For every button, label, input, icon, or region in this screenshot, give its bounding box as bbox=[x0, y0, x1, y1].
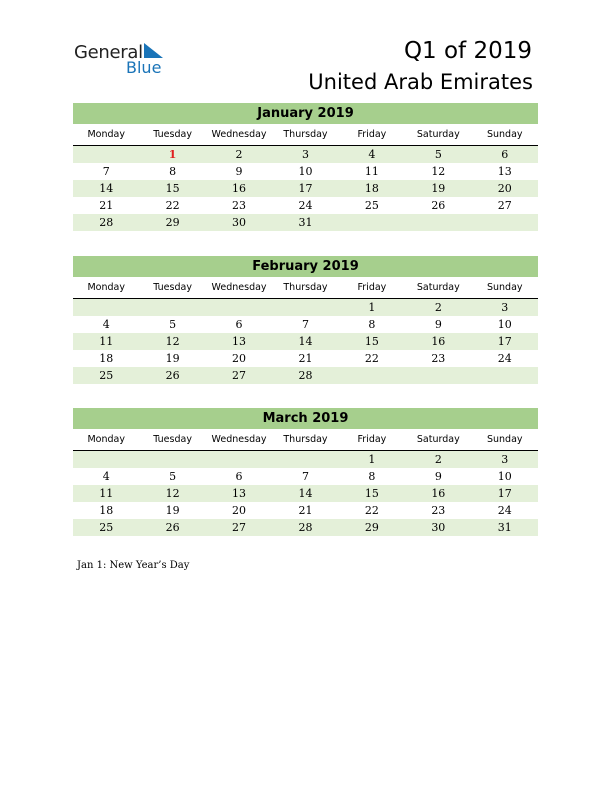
week-row bbox=[73, 519, 538, 536]
weekday-label: Thursday bbox=[283, 434, 328, 445]
day-cell: 23 bbox=[232, 199, 247, 212]
day-cell: 6 bbox=[235, 318, 243, 331]
day-cell: 18 bbox=[99, 352, 114, 365]
day-cell: 6 bbox=[235, 470, 243, 483]
day-cell: 8 bbox=[368, 318, 376, 331]
day-cell: 9 bbox=[434, 318, 442, 331]
day-cell: 9 bbox=[434, 470, 442, 483]
weekday-label: Sunday bbox=[486, 434, 523, 445]
day-cell: 15 bbox=[364, 487, 379, 500]
weekday-label: Friday bbox=[357, 434, 387, 445]
day-cell: 13 bbox=[232, 487, 247, 500]
week-row bbox=[73, 214, 538, 231]
day-cell: 28 bbox=[99, 216, 114, 229]
day-cell: 11 bbox=[99, 487, 114, 500]
day-cell bbox=[339, 367, 405, 384]
day-cell: 2 bbox=[434, 453, 442, 466]
week-row bbox=[73, 350, 538, 367]
day-cell: 1 bbox=[368, 301, 376, 314]
day-cell: 25 bbox=[364, 199, 379, 212]
week-row bbox=[73, 299, 538, 316]
day-cell: 27 bbox=[232, 521, 247, 534]
day-cell: 12 bbox=[431, 165, 446, 178]
day-cell: 18 bbox=[364, 182, 379, 195]
day-cell: 28 bbox=[298, 369, 313, 382]
day-cell: 22 bbox=[165, 199, 180, 212]
day-cell: 24 bbox=[298, 199, 313, 212]
day-cell: 23 bbox=[431, 352, 446, 365]
week-row bbox=[73, 197, 538, 214]
holiday-note: Jan 1: New Year’s Day bbox=[77, 560, 190, 571]
weekday-label: Monday bbox=[87, 282, 125, 293]
month-header: February 2019 bbox=[73, 256, 538, 277]
day-cell bbox=[139, 451, 205, 468]
day-cell: 31 bbox=[298, 216, 313, 229]
day-cell: 25 bbox=[99, 369, 114, 382]
day-cell bbox=[73, 146, 139, 163]
month-calendar-january bbox=[73, 103, 538, 231]
day-cell: 18 bbox=[99, 504, 114, 517]
day-cell: 7 bbox=[102, 165, 110, 178]
weekday-label: Wednesday bbox=[211, 434, 267, 445]
day-cell: 27 bbox=[497, 199, 512, 212]
week-row bbox=[73, 333, 538, 350]
weekday-header-row bbox=[73, 430, 538, 451]
weekday-label: Wednesday bbox=[211, 282, 267, 293]
day-cell: 4 bbox=[368, 148, 376, 161]
week-row bbox=[73, 316, 538, 333]
weekday-label: Monday bbox=[87, 129, 125, 140]
day-cell-holiday: 1 bbox=[168, 148, 177, 161]
day-cell bbox=[272, 299, 338, 316]
day-cell: 20 bbox=[497, 182, 512, 195]
day-cell bbox=[139, 299, 205, 316]
day-cell: 7 bbox=[301, 318, 309, 331]
day-cell bbox=[472, 214, 538, 231]
day-cell: 8 bbox=[368, 470, 376, 483]
day-cell: 19 bbox=[165, 352, 180, 365]
month-calendar-march bbox=[73, 408, 538, 536]
day-cell: 21 bbox=[99, 199, 114, 212]
day-cell: 9 bbox=[235, 165, 243, 178]
day-cell bbox=[206, 299, 272, 316]
day-cell: 3 bbox=[301, 148, 309, 161]
day-cell: 10 bbox=[497, 318, 512, 331]
day-cell: 2 bbox=[434, 301, 442, 314]
day-cell: 5 bbox=[169, 318, 177, 331]
day-cell: 11 bbox=[364, 165, 379, 178]
day-cell: 26 bbox=[165, 369, 180, 382]
weekday-label: Tuesday bbox=[153, 282, 192, 293]
day-cell bbox=[339, 214, 405, 231]
day-cell: 16 bbox=[431, 335, 446, 348]
day-cell: 20 bbox=[232, 352, 247, 365]
day-cell: 23 bbox=[431, 504, 446, 517]
day-cell: 14 bbox=[298, 487, 313, 500]
day-cell: 20 bbox=[232, 504, 247, 517]
weekday-label: Monday bbox=[87, 434, 125, 445]
day-cell: 24 bbox=[497, 352, 512, 365]
day-cell: 7 bbox=[301, 470, 309, 483]
weekday-label: Friday bbox=[357, 129, 387, 140]
logo-text-general: General bbox=[74, 42, 143, 63]
weekday-header-row bbox=[73, 278, 538, 299]
day-cell: 12 bbox=[165, 487, 180, 500]
day-cell: 19 bbox=[165, 504, 180, 517]
day-cell: 1 bbox=[368, 453, 376, 466]
weekday-label: Sunday bbox=[486, 129, 523, 140]
day-cell: 13 bbox=[232, 335, 247, 348]
weekday-header-row bbox=[73, 125, 538, 146]
weekday-label: Saturday bbox=[416, 282, 460, 293]
week-row bbox=[73, 451, 538, 468]
day-cell: 10 bbox=[298, 165, 313, 178]
day-cell bbox=[206, 451, 272, 468]
day-cell: 30 bbox=[232, 216, 247, 229]
generalblue-logo bbox=[74, 42, 174, 78]
day-cell: 13 bbox=[497, 165, 512, 178]
weekday-label: Saturday bbox=[416, 434, 460, 445]
week-row bbox=[73, 485, 538, 502]
weekday-label: Wednesday bbox=[211, 129, 267, 140]
week-row bbox=[73, 367, 538, 384]
quarter-title: Q1 of 2019 bbox=[403, 38, 532, 64]
week-row bbox=[73, 163, 538, 180]
day-cell: 14 bbox=[99, 182, 114, 195]
day-cell: 29 bbox=[165, 216, 180, 229]
weekday-label: Sunday bbox=[486, 282, 523, 293]
day-cell: 21 bbox=[298, 504, 313, 517]
day-cell: 17 bbox=[497, 335, 512, 348]
day-cell: 15 bbox=[364, 335, 379, 348]
day-cell: 30 bbox=[431, 521, 446, 534]
day-cell: 4 bbox=[102, 318, 110, 331]
week-row bbox=[73, 180, 538, 197]
day-cell: 26 bbox=[431, 199, 446, 212]
day-cell: 5 bbox=[434, 148, 442, 161]
weekday-label: Tuesday bbox=[153, 129, 192, 140]
day-cell bbox=[472, 367, 538, 384]
day-cell: 3 bbox=[501, 453, 509, 466]
day-cell: 17 bbox=[298, 182, 313, 195]
logo-triangle-icon bbox=[142, 43, 164, 59]
day-cell: 24 bbox=[497, 504, 512, 517]
weekday-label: Saturday bbox=[416, 129, 460, 140]
day-cell bbox=[405, 367, 471, 384]
country-title: United Arab Emirates bbox=[308, 70, 533, 94]
day-cell: 22 bbox=[364, 352, 379, 365]
day-cell: 5 bbox=[169, 470, 177, 483]
day-cell: 27 bbox=[232, 369, 247, 382]
day-cell bbox=[73, 299, 139, 316]
day-cell: 10 bbox=[497, 470, 512, 483]
day-cell: 25 bbox=[99, 521, 114, 534]
weekday-label: Thursday bbox=[283, 282, 328, 293]
day-cell: 14 bbox=[298, 335, 313, 348]
day-cell: 29 bbox=[364, 521, 379, 534]
day-cell: 28 bbox=[298, 521, 313, 534]
day-cell: 11 bbox=[99, 335, 114, 348]
week-row bbox=[73, 146, 538, 163]
day-cell bbox=[405, 214, 471, 231]
day-cell bbox=[73, 451, 139, 468]
day-cell: 22 bbox=[364, 504, 379, 517]
day-cell: 6 bbox=[501, 148, 509, 161]
day-cell bbox=[272, 451, 338, 468]
week-row bbox=[73, 468, 538, 485]
month-header: March 2019 bbox=[73, 408, 538, 429]
day-cell: 16 bbox=[431, 487, 446, 500]
day-cell: 8 bbox=[169, 165, 177, 178]
day-cell: 15 bbox=[165, 182, 180, 195]
day-cell: 2 bbox=[235, 148, 243, 161]
month-header: January 2019 bbox=[73, 103, 538, 124]
month-calendar-february bbox=[73, 256, 538, 384]
week-row bbox=[73, 502, 538, 519]
day-cell: 17 bbox=[497, 487, 512, 500]
day-cell: 21 bbox=[298, 352, 313, 365]
weekday-label: Friday bbox=[357, 282, 387, 293]
day-cell: 4 bbox=[102, 470, 110, 483]
day-cell: 19 bbox=[431, 182, 446, 195]
day-cell: 26 bbox=[165, 521, 180, 534]
day-cell: 12 bbox=[165, 335, 180, 348]
logo-text-blue: Blue bbox=[126, 58, 162, 77]
day-cell: 16 bbox=[232, 182, 247, 195]
weekday-label: Thursday bbox=[283, 129, 328, 140]
day-cell: 31 bbox=[497, 521, 512, 534]
weekday-label: Tuesday bbox=[153, 434, 192, 445]
day-cell: 3 bbox=[501, 301, 509, 314]
